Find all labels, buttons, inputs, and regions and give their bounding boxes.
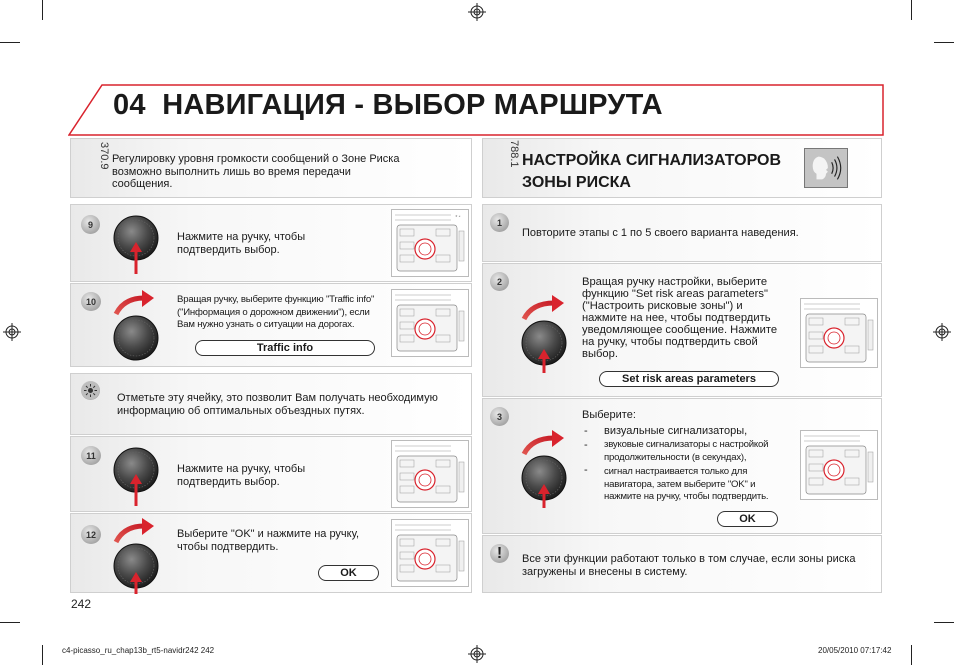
section-code: 788.1 [508, 140, 520, 168]
volume-note-text: Регулировку уровня громкости сообщений о Зоне Риска возможно выполнить лишь во время передачи сообщения. [112, 153, 400, 190]
step-1-badge: 1 [490, 213, 509, 232]
step-11-badge: 11 [81, 446, 101, 465]
rotate-press-knob-icon [518, 293, 572, 373]
note-code: 370.9 [98, 142, 110, 170]
step-3-bullet-3: сигнал настраивается только для навигатора, затем выберите "OK" и нажмите на ручку, чтобы подтвердить. [604, 466, 769, 502]
step-12-badge: 12 [81, 525, 101, 544]
section-title [522, 150, 781, 194]
step-3-bullet-1: визуальные сигнализаторы, [604, 425, 748, 437]
ok-button-left[interactable]: OK [318, 565, 379, 581]
warning-text: Все эти функции работают только в том случае, если зоны риска загружены и внесены в систему. [522, 553, 856, 578]
step-3-intro: Выберите: [582, 409, 636, 421]
step-2-text: Вращая ручку настройки, выберите функцию "Set risk areas parameters" ("Настроить рисковые зоны") и нажмите на нее, чтобы подтвердить уведомляющее сообщение. Нажмите на ручку, чтобы подтвердить свой выбор. [582, 276, 778, 360]
radio-control-panel-icon [391, 440, 469, 508]
crop-mark [42, 0, 43, 20]
crop-mark [0, 622, 20, 623]
step-3-bullet-2: звуковые сигнализаторы с настройкой продолжительности (в секундах), [604, 439, 769, 463]
ok-button-right[interactable]: OK [717, 511, 778, 527]
radio-control-panel-icon [800, 298, 878, 368]
radio-control-panel-icon [391, 519, 469, 587]
registration-mark-icon [3, 323, 21, 341]
page-title [113, 89, 663, 122]
registration-mark-icon [468, 645, 486, 663]
press-knob-icon [112, 212, 160, 274]
registration-mark-icon [468, 3, 486, 21]
crop-mark [42, 645, 43, 665]
step-1-text: Повторите этапы с 1 по 5 своего варианта наведения. [522, 227, 799, 239]
footer-file-info: c4-picasso_ru_chap13b_rt5-navidr242 242 [62, 646, 215, 655]
section-title-line1: НАСТРОЙКА СИГНАЛИЗАТОРОВ [522, 152, 782, 169]
crop-mark [911, 645, 912, 665]
rotate-press-knob-icon [518, 428, 572, 508]
radio-control-panel-icon [800, 430, 878, 500]
step-10-badge: 10 [81, 292, 101, 311]
step-3-badge: 3 [490, 407, 509, 426]
step-10-text: Вращая ручку, выберите функцию "Traffic info" ("Информация о дорожном движении"), если Вам нужно узнать о ситуации на дорогах. [177, 294, 375, 330]
step-11-text: Нажмите на ручку, чтобы подтвердить выбор. [177, 463, 306, 488]
footer-timestamp: 20/05/2010 07:17:42 [818, 646, 892, 655]
step-2-badge: 2 [490, 272, 509, 291]
registration-mark-icon [933, 323, 951, 341]
bullet-dash: - [584, 464, 588, 476]
step-9-badge: 9 [81, 215, 100, 234]
rotate-press-knob-icon [110, 516, 162, 594]
bullet-dash: - [584, 425, 588, 437]
set-risk-areas-parameters-button[interactable]: Set risk areas parameters [599, 371, 779, 387]
radio-control-panel-icon [391, 209, 469, 277]
sun-tip-icon [81, 381, 100, 400]
rotate-press-knob-icon [110, 288, 162, 366]
chapter-number: 04 [113, 89, 146, 121]
crop-mark [934, 622, 954, 623]
voice-alert-icon [804, 148, 848, 188]
press-knob-icon [112, 444, 160, 506]
bullet-dash: - [584, 439, 588, 451]
crop-mark [934, 42, 954, 43]
radio-control-panel-icon [391, 289, 469, 357]
traffic-info-button[interactable]: Traffic info [195, 340, 375, 356]
step-9-text: Нажмите на ручку, чтобы подтвердить выбор. [177, 231, 306, 256]
crop-mark [0, 42, 20, 43]
chapter-title: НАВИГАЦИЯ - ВЫБОР МАРШРУТА [162, 89, 663, 121]
warning-icon: ! [490, 544, 509, 563]
svg-text:★ ◂: ★ ◂ [455, 214, 461, 218]
crop-mark [911, 0, 912, 20]
step-12-text: Выберите "OK" и нажмите на ручку, чтобы подтвердить. [177, 528, 360, 553]
page-number: 242 [71, 597, 92, 611]
tip-text: Отметьте эту ячейку, это позволит Вам получать необходимую информацию об оптимальных объездных путях. [117, 392, 438, 417]
section-title-line2: ЗОНЫ РИСКА [522, 174, 631, 191]
